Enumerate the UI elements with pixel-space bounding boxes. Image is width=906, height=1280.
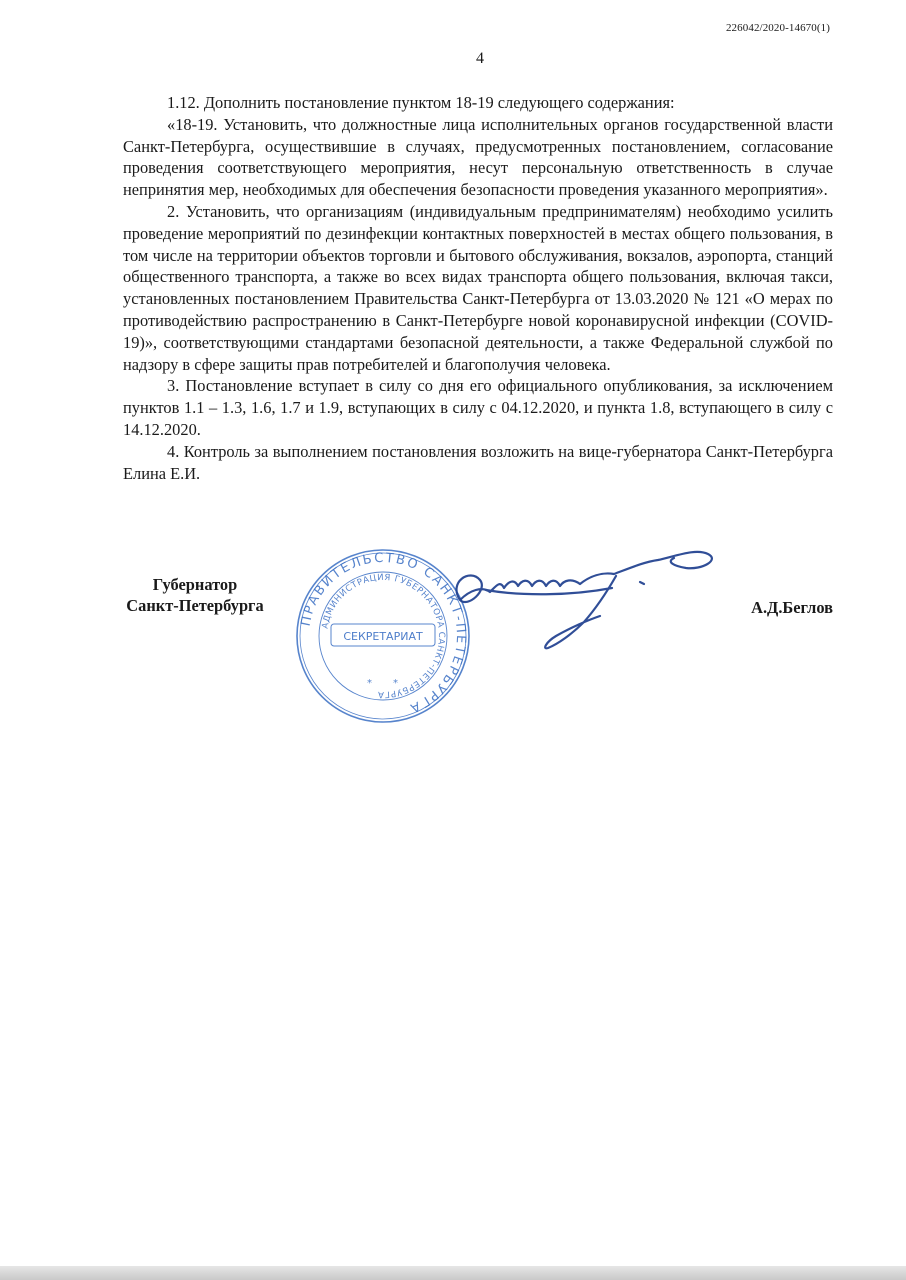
signatory-title [110, 574, 280, 616]
paragraph-2: 2. Установить, что организациям (индивидуальным предпринимателям) необходимо усилить проведение мероприятий по дезинфекции контактных поверхностей в местах общего пользования, в том числе на территории объектов торговли и бытового обслуживания, вокзалов, аэропорта, станций общественного транспорта, а также во всех видах транспорта общего пользования, включая такси, установленных постановлением Правительства Санкт-Петербурга от 13.03.2020 № 121 «О мерах по противодействию распространению в Санкт-Петербурге новой коронавирусной инфекции (COVID-19)», соответствующими стандартами безопасной деятельности, а также Федеральной службой по надзору в сфере защиты прав потребителей и благополучия человека. [123, 201, 833, 374]
document-registration-number: 226042/2020-14670(1) [725, 22, 830, 34]
svg-text:*: * [367, 678, 372, 689]
paragraph-4: 4. Контроль за выполнением постановления возложить на вице-губернатора Санкт-Петербурга Елина Е.И. [123, 441, 833, 483]
page-number: 4 [476, 50, 484, 67]
stamp-inner-text: АДМИНИСТРАЦИЯ ГУБЕРНАТОРА САНКТ-ПЕТЕРБУРГА [320, 572, 447, 700]
paragraph-18-19: «18-19. Установить, что должностные лица исполнительных органов государственной власти Санкт-Петербурга, осуществившие в случаях, предусмотренных постановлением, согласование проведения соответствующего мероприятия, несут персональную ответственность в случае непринятия мер, необходимых для обеспечения безопасности проведения указанного мероприятия». [123, 114, 833, 200]
scan-bottom-edge [0, 1266, 906, 1280]
document-body [123, 92, 833, 484]
signatory-name: А.Д.Беглов [751, 598, 833, 617]
stamp-outer-text: ПРАВИТЕЛЬСТВО САНКТ-ПЕТЕРБУРГА [298, 550, 469, 716]
svg-text:*: * [393, 678, 398, 689]
signatory-title-line2: Санкт-Петербурга [126, 596, 264, 615]
paragraph-1-12: 1.12. Дополнить постановление пунктом 18-19 следующего содержания: [167, 93, 675, 112]
handwritten-signature [430, 530, 730, 650]
stamp-center-text: СЕКРЕТАРИАТ [343, 630, 423, 643]
signatory-title-line1: Губернатор [152, 575, 238, 594]
paragraph-3: 3. Постановление вступает в силу со дня его официального опубликования, за исключением пунктов 1.1 – 1.3, 1.6, 1.7 и 1.9, вступающих в силу с 04.12.2020, и пункта 1.8, вступающего в силу с 14.12.2020. [123, 376, 833, 439]
